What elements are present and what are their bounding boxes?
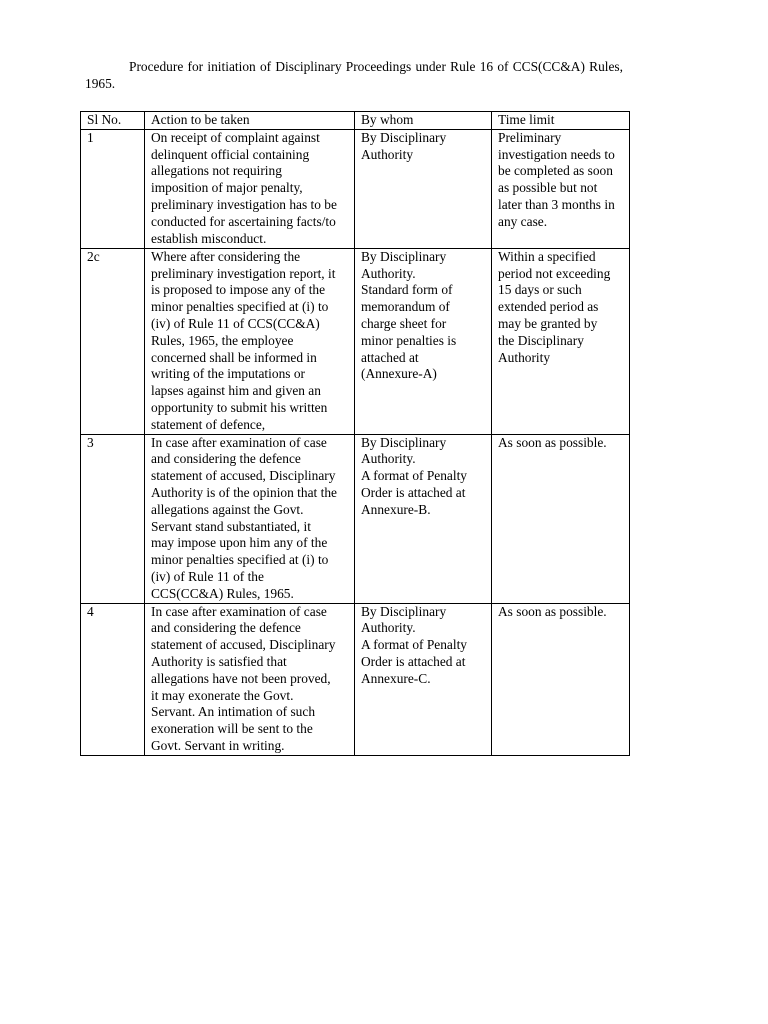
cell-action: Where after considering the preliminary investigation report, it is proposed to impose any of the minor penalties specified at (i) to (iv) of Rule 11 of CCS(CC&A) Rules, 1965, the employee concerned shall be informed in writing of the imputations or lapses against him and given an opportunity to submit his written statement of defence, <box>145 248 355 434</box>
cell-time-limit: As soon as possible. <box>492 603 630 755</box>
cell-time-limit: As soon as possible. <box>492 434 630 603</box>
header-action: Action to be taken <box>145 112 355 130</box>
cell-by-whom: By Disciplinary Authority <box>355 129 492 248</box>
header-by-whom: By whom <box>355 112 492 130</box>
table-row <box>81 434 630 603</box>
table-row <box>81 129 630 248</box>
cell-sl-no: 2c <box>81 248 145 434</box>
cell-sl-no: 3 <box>81 434 145 603</box>
cell-action: In case after examination of case and considering the defence statement of accused, Disciplinary Authority is satisfied that allegations have not been proved, it may exonerate the Govt. Servant. An intimation of such exoneration will be sent to the Govt. Servant in writing. <box>145 603 355 755</box>
cell-time-limit: Within a specified period not exceeding 15 days or such extended period as may be granted by the Disciplinary Authority <box>492 248 630 434</box>
header-time-limit: Time limit <box>492 112 630 130</box>
header-sl-no: Sl No. <box>81 112 145 130</box>
cell-time-limit: Preliminary investigation needs to be completed as soon as possible but not later than 3 months in any case. <box>492 129 630 248</box>
procedure-table <box>80 111 630 756</box>
cell-sl-no: 4 <box>81 603 145 755</box>
cell-by-whom: By Disciplinary Authority. A format of Penalty Order is attached at Annexure-C. <box>355 603 492 755</box>
cell-action: In case after examination of case and considering the defence statement of accused, Disciplinary Authority is of the opinion that the allegations against the Govt. Servant stand substantiated, it may impose upon him any of the minor penalties specified at (i) to (iv) of Rule 11 of the CCS(CC&A) Rules, 1965. <box>145 434 355 603</box>
document-heading: Procedure for initiation of Disciplinary Proceedings under Rule 16 of CCS(CC&A) Rules, 1965. <box>85 59 623 91</box>
cell-sl-no: 1 <box>81 129 145 248</box>
table-row <box>81 603 630 755</box>
table-header-row <box>81 112 630 130</box>
table-row <box>81 248 630 434</box>
cell-by-whom: By Disciplinary Authority. Standard form of memorandum of charge sheet for minor penalties is attached at (Annexure-A) <box>355 248 492 434</box>
cell-action: On receipt of complaint against delinquent official containing allegations not requiring imposition of major penalty, preliminary investigation has to be conducted for ascertaining facts/to establish misconduct. <box>145 129 355 248</box>
cell-by-whom: By Disciplinary Authority. A format of Penalty Order is attached at Annexure-B. <box>355 434 492 603</box>
